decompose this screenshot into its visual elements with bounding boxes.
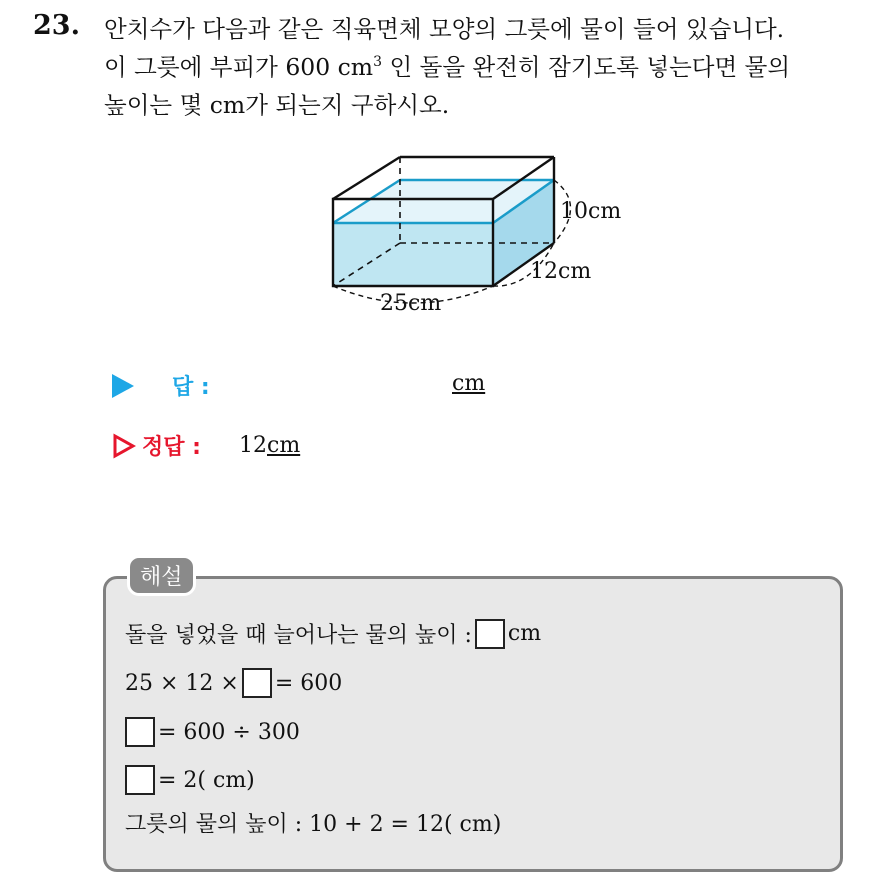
cubic-superscript: 3 [373,54,383,71]
correct-answer-value [239,433,300,458]
question-line-1: 안치수가 다음과 같은 직육면체 모양의 그릇에 물이 들어 있습니다. [104,15,785,43]
question-line-2 [104,48,874,86]
outline-triangle-icon [112,433,136,459]
solution-line-2-text: 25 × 12 × [125,670,239,696]
answer-label: 답 : [172,375,210,400]
solution-line-3 [125,717,300,747]
blank-box [125,765,155,795]
water-front-face [333,223,493,286]
solution-line-1-text: 돌을 넣었을 때 늘어나는 물의 높이 : [125,623,472,648]
correct-answer-label [112,430,201,461]
correct-value-number: 12 [239,433,267,458]
solution-line-1 [125,618,541,649]
blank-box [242,668,272,698]
height-label: 10cm [560,199,622,224]
depth-label: 12cm [530,259,592,284]
answer-marker [112,372,134,398]
width-label: 25cm [380,291,442,316]
solution-line-4-text: = 2( cm) [158,767,255,793]
question-number: 23. [33,10,80,41]
solution-line-4 [125,765,255,795]
solution-line-1-unit: cm [507,621,542,646]
blank-box [475,619,505,649]
solution-tag: 해설 [127,555,196,596]
solution-line-2-result: = 600 [274,670,343,696]
correct-label-text: 정답 : [142,435,201,460]
blank-box [125,717,155,747]
question-text [104,10,874,124]
question-line-3: 높이는 몇 cm가 되는지 구하시오. [104,91,450,119]
play-triangle-icon [112,374,134,398]
solution-line-5 [125,807,501,838]
solution-line-2 [125,668,342,698]
solution-line-3-text: = 600 ÷ 300 [158,719,300,745]
answer-unit: cm [452,371,486,396]
cuboid-container-figure [325,150,645,320]
question-line-2-post: 인 돌을 완전히 잠기도록 넣는다면 물의 [382,53,791,81]
correct-value-unit: cm [267,433,301,458]
question-line-2-pre: 이 그릇에 부피가 600 cm [104,53,374,81]
solution-line-5-text: 그릇의 물의 높이 : 10 + 2 = 12( cm) [125,812,502,837]
